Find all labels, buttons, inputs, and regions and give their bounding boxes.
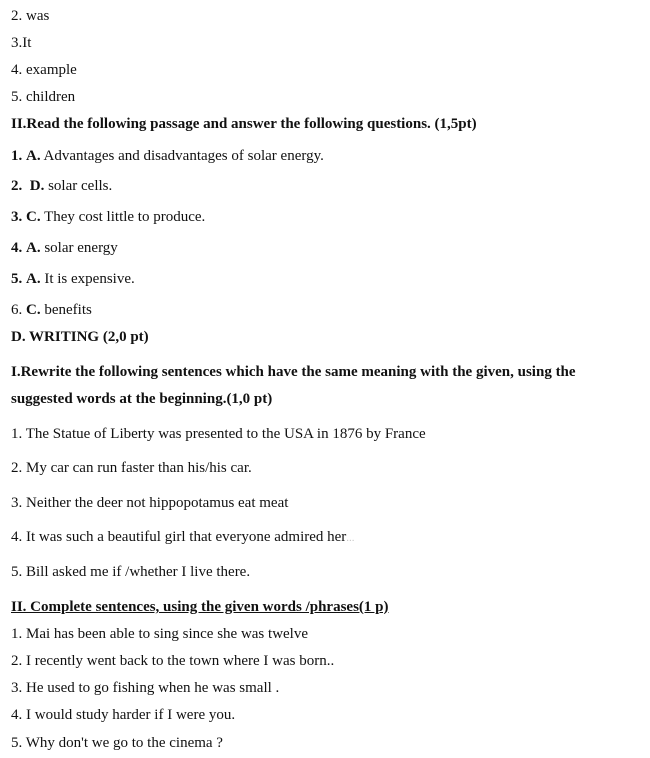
answer-letter: C. (26, 209, 41, 225)
trailing-mark: ... (346, 532, 355, 544)
complete-answer: 5. Why don't we go to the cinema ? (11, 735, 223, 751)
rewrite-heading-line2: suggested words at the beginning.(1,0 pt) (11, 391, 273, 407)
answer-letter: D. (29, 178, 45, 194)
answer-text: It is expensive. (44, 271, 135, 287)
answer-line: 2. was (11, 8, 50, 24)
reading-answer (11, 270, 135, 288)
reading-answer (11, 301, 92, 319)
rewrite-heading-line1: I.Rewrite the following sentences which have the same meaning with the given, using the (11, 364, 576, 380)
rewrite-answer: 2. My car can run faster than his/his car. (11, 460, 252, 476)
complete-answer: 4. I would study harder if I were you. (11, 707, 236, 723)
answer-letter: A. (26, 240, 41, 256)
answer-letter: A. (26, 271, 41, 287)
answer-number: 2. (11, 178, 23, 194)
rewrite-answer: 5. Bill asked me if /whether I live there. (11, 564, 251, 580)
answer-text: Advantages and disadvantages of solar energy. (43, 148, 324, 164)
rewrite-answer: 1. The Statue of Liberty was presented to the USA in 1876 by France (11, 426, 426, 442)
answer-text: solar energy (44, 240, 118, 256)
answer-number: 5. (11, 271, 23, 287)
rewrite-answer (11, 528, 355, 547)
answer-number: 1. (11, 148, 23, 164)
answer-number: 4. (11, 240, 23, 256)
complete-answer: 3. He used to go fishing when he was small . (11, 680, 280, 696)
rewrite-answer: 3. Neither the deer not hippopotamus eat meat (11, 495, 289, 511)
complete-heading: II. Complete sentences, using the given words /phrases(1 p) (11, 599, 389, 615)
answer-letter: A. (26, 148, 41, 164)
answer-number: 3. (11, 209, 23, 225)
reading-heading: II.Read the following passage and answer the following questions. (1,5pt) (11, 116, 477, 132)
answer-number: 6. (11, 302, 23, 318)
answer-line: 5. children (11, 89, 76, 105)
answer-text: benefits (44, 302, 92, 318)
rewrite-answer-text: 4. It was such a beautiful girl that everyone admired her (11, 529, 347, 545)
answer-text: solar cells. (48, 178, 113, 194)
complete-answer: 2. I recently went back to the town where I was born.. (11, 653, 335, 669)
answer-text: They cost little to produce. (44, 209, 206, 225)
reading-answer (11, 208, 205, 226)
answer-line: 4. example (11, 62, 77, 78)
answer-line: 3.It (11, 35, 32, 51)
answer-letter: C. (26, 302, 41, 318)
reading-answer (11, 147, 324, 165)
writing-heading: D. WRITING (2,0 pt) (11, 329, 149, 345)
reading-answer (11, 239, 118, 257)
complete-answer: 1. Mai has been able to sing since she was twelve (11, 626, 309, 642)
reading-answer (11, 177, 112, 195)
